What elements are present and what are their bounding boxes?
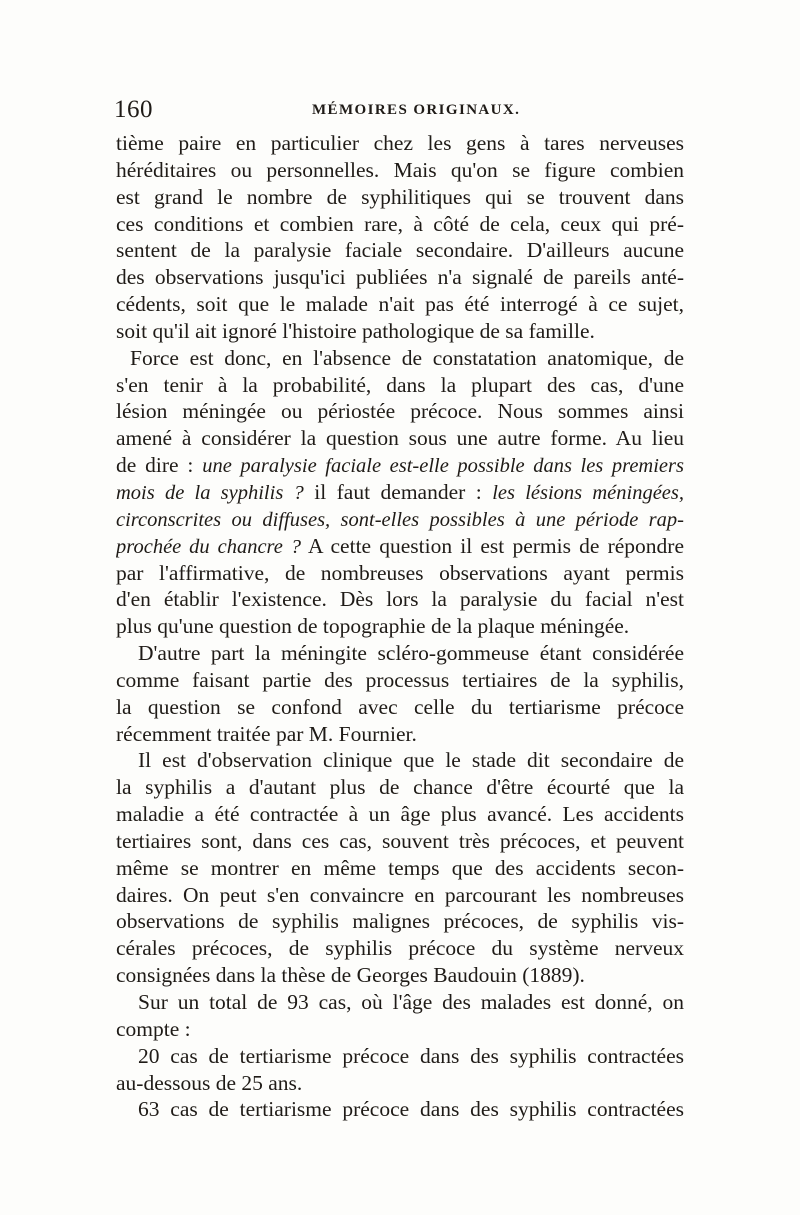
- paragraph-end-line: récemment traitée par M. Fournier.: [116, 721, 417, 746]
- italic-question: mois de la syphilis ?: [116, 481, 304, 504]
- text-line: même se montrer en même temps que des accidents secon-: [116, 855, 684, 880]
- paragraph-end-line: compte :: [116, 1016, 191, 1041]
- text-line: comme faisant partie des processus tertiaires de la syphilis,: [116, 667, 684, 692]
- page-number: 160: [114, 96, 153, 123]
- text-line: la question se confond avec celle du tertiarisme précoce: [116, 694, 684, 719]
- paragraph-start-line: 20 cas de tertiarisme précoce dans des syphilis contractées: [138, 1043, 684, 1068]
- text-line: cédents, soit que le malade n'ait pas été interrogé à ce sujet,: [116, 292, 684, 317]
- body-text: [116, 130, 684, 1123]
- text-line: tertiaires sont, dans ces cas, souvent très précoces, et peuvent: [116, 828, 684, 853]
- text-line: héréditaires ou personnelles. Mais qu'on se figure combien: [116, 157, 684, 182]
- text-line: tième paire en particulier chez les gens à tares nerveuses: [116, 131, 684, 155]
- text-line: cérales précoces, de syphilis précoce du système nerveux: [116, 936, 684, 961]
- text-line: lésion méningée ou périostée précoce. Nous sommes ainsi: [116, 399, 684, 424]
- italic-question: les lésions méningées,: [492, 481, 684, 504]
- paragraph-end-line: au-dessous de 25 ans.: [116, 1070, 303, 1095]
- text-line: par l'affirmative, de nombreuses observations ayant permis: [116, 560, 684, 585]
- text-line: la syphilis a d'autant plus de chance d'être écourté que la: [116, 775, 684, 800]
- text-line: [116, 506, 684, 533]
- text-line: maladie a été contractée à un âge plus avancé. Les accidents: [116, 802, 684, 827]
- italic-question: circonscrites ou diffuses, sont-elles possibles à une période rap-: [116, 508, 684, 531]
- text-line: ces conditions et combien rare, à côté de cela, ceux qui pré-: [116, 211, 684, 236]
- text-line: d'en établir l'existence. Dès lors la paralysie du facial n'est: [116, 587, 684, 612]
- text-line: mois de la syphilis ? il faut demander : les lésions méningées,: [116, 479, 684, 504]
- italic-question: une paralysie faciale est-elle possible dans les premiers: [202, 455, 684, 478]
- text-line: sentent de la paralysie faciale secondaire. D'ailleurs aucune: [116, 238, 684, 263]
- italic-question: prochée du chancre ?: [116, 535, 302, 558]
- running-header: [114, 96, 686, 124]
- text-line: s'en tenir à la probabilité, dans la plupart des cas, d'une: [116, 372, 684, 397]
- text-line: de dire : une paralysie faciale est-elle possible dans les premiers: [116, 453, 684, 478]
- paragraph-end-line: plus qu'une question de topographie de la plaque méningée.: [116, 614, 630, 639]
- paragraph-end-line: consignées dans la thèse de Georges Baudouin (1889).: [116, 963, 585, 988]
- paragraph-start-line: Sur un total de 93 cas, où l'âge des malades est donné, on: [138, 990, 684, 1014]
- paragraph-start-line: Il est d'observation clinique que le stade dit secondaire de: [138, 748, 684, 773]
- text-line: des observations jusqu'ici publiées n'a signalé de pareils anté-: [116, 265, 684, 290]
- paragraph-end-line: soit qu'il ait ignoré l'histoire pathologique de sa famille.: [116, 318, 595, 343]
- paragraph-start-line: 63 cas de tertiarisme précoce dans des syphilis contractées: [138, 1097, 684, 1122]
- paragraph-start-line: Force est donc, en l'absence de constatation anatomique, de: [130, 345, 684, 370]
- text-line: est grand le nombre de syphilitiques qui se trouvent dans: [116, 184, 684, 209]
- paragraph-start-line: D'autre part la méningite scléro-gommeuse étant considérée: [138, 641, 684, 666]
- text-line: prochée du chancre ? A cette question il est permis de répondre: [116, 533, 684, 558]
- text-line: observations de syphilis malignes précoces, de syphilis vis-: [116, 909, 684, 934]
- text-line: amené à considérer la question sous une autre forme. Au lieu: [116, 426, 684, 451]
- running-title: MÉMOIRES ORIGINAUX.: [312, 102, 521, 118]
- text-line: daires. On peut s'en convaincre en parcourant les nombreuses: [116, 882, 684, 907]
